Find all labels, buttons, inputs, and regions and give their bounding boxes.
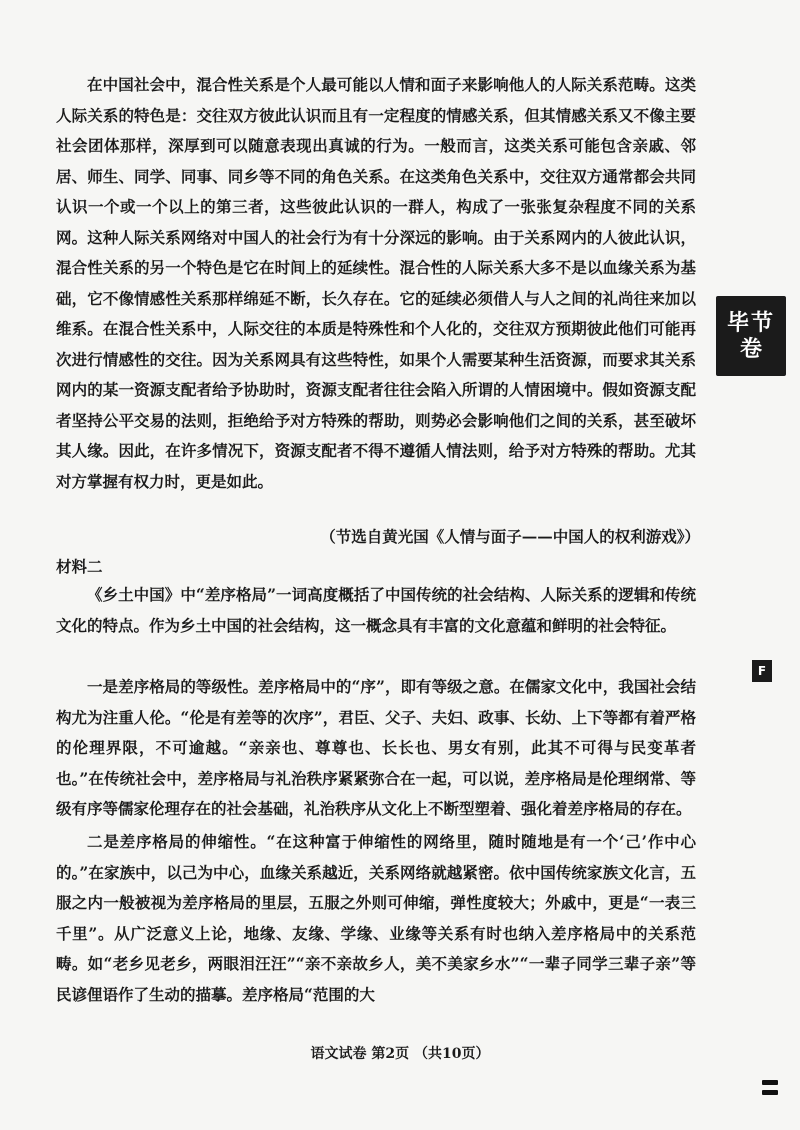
region-tab-label [716, 296, 786, 376]
corner-bar [762, 1090, 778, 1095]
page-footer: 语文试卷 第2页 （共10页） [310, 1046, 490, 1062]
tab-line-1: 毕节 [726, 310, 775, 336]
corner-bar [762, 1080, 778, 1085]
source-citation: （节选自黄光国《人情与面子——中国人的权利游戏》） [320, 527, 700, 546]
paragraph-hierarchy: 一是差序格局的等级性。差序格局中的“序”，即有等级之意。在儒家文化中，我国社会结构尤为注重人伦。“伦是有差等的次序”，君臣、父子、夫妇、政事、长幼、上下等都有着严格的伦理界限，不可逾越。“亲亲也、尊尊也、长长也、男女有别，此其不可得与民变革者也。”在传统社会中，差序格局与礼治秩序紧紧弥合在一起，可以说，差序格局是伦理纲常、等级有序等儒家伦理存在的社会基础，礼治秩序从文化上不断型塑着、强化着差序格局的存在。 [56, 677, 696, 818]
edge-marker: F [752, 660, 772, 682]
tab-line-2: 卷 [739, 336, 762, 362]
paragraph-flexibility: 二是差序格局的伸缩性。“在这种富于伸缩性的网络里，随时随地是有一个‘己’作中心的。”在家族中，以己为中心，血缘关系越近，关系网络就越紧密。依中国传统家族文化言，五服之内一般被视为差序格局的里层，五服之外则可伸缩，弹性度较大；外戚中，更是“一表三千里”。从广泛意义上论，地缘、友缘、学缘、业缘等关系有时也纳入差序格局中的关系范畴。如“老乡见老乡，两眼泪汪汪”“亲不亲故乡人，美不美家乡水”“一辈子同学三辈子亲”等民谚俚语作了生动的描摹。差序格局“范围的大 [56, 832, 696, 1004]
paragraph-differential-pattern-intro: 《乡土中国》中“差序格局”一词高度概括了中国传统的社会结构、人际关系的逻辑和传统文化的特点。作为乡土中国的社会结构，这一概念具有丰富的文化意蕴和鲜明的社会特征。 [56, 585, 696, 635]
paragraph-mixed-relationship: 在中国社会中，混合性关系是个人最可能以人情和面子来影响他人的人际关系范畴。这类人际关系的特色是：交往双方彼此认识而且有一定程度的情感关系，但其情感关系又不像主要社会团体那样，深厚到可以随意表现出真诚的行为。一般而言，这类关系可能包含亲戚、邻居、师生、同学、同事、同乡等不同的角色关系。在这类角色关系中，交往双方通常都会共同认识一个或一个以上的第三者，这些彼此认识的一群人，构成了一张张复杂程度不同的关系网。这种人际关系网络对中国人的社会行为有十分深远的影响。由于关系网内的人彼此认识，混合性关系的另一个特色是它在时间上的延续性。混合性的人际关系大多不是以血缘关系为基础，它不像情感性关系那样绵延不断，长久存在。它的延续必须借人与人之间的礼尚往来加以维系。在混合性关系中，人际交往的本质是特殊性和个人化的，交往双方预期彼此他们可能再次进行情感性的交往。因为关系网具有这些特性，如果个人需要某种生活资源，而要求其关系网内的某一资源支配者给予协助时，资源支配者往往会陷入所谓的人情困境中。假如资源支配者坚持公平交易的法则，拒绝给予对方特殊的帮助，则势必会影响他们之间的关系，甚至破坏其人缘。因此，在许多情况下，资源支配者不得不遵循人情法则，给予对方特殊的帮助。尤其对方掌握有权力时，更是如此。 [56, 75, 696, 491]
material-heading: 材料二 [56, 557, 103, 576]
corner-registration-marks [762, 1080, 778, 1110]
